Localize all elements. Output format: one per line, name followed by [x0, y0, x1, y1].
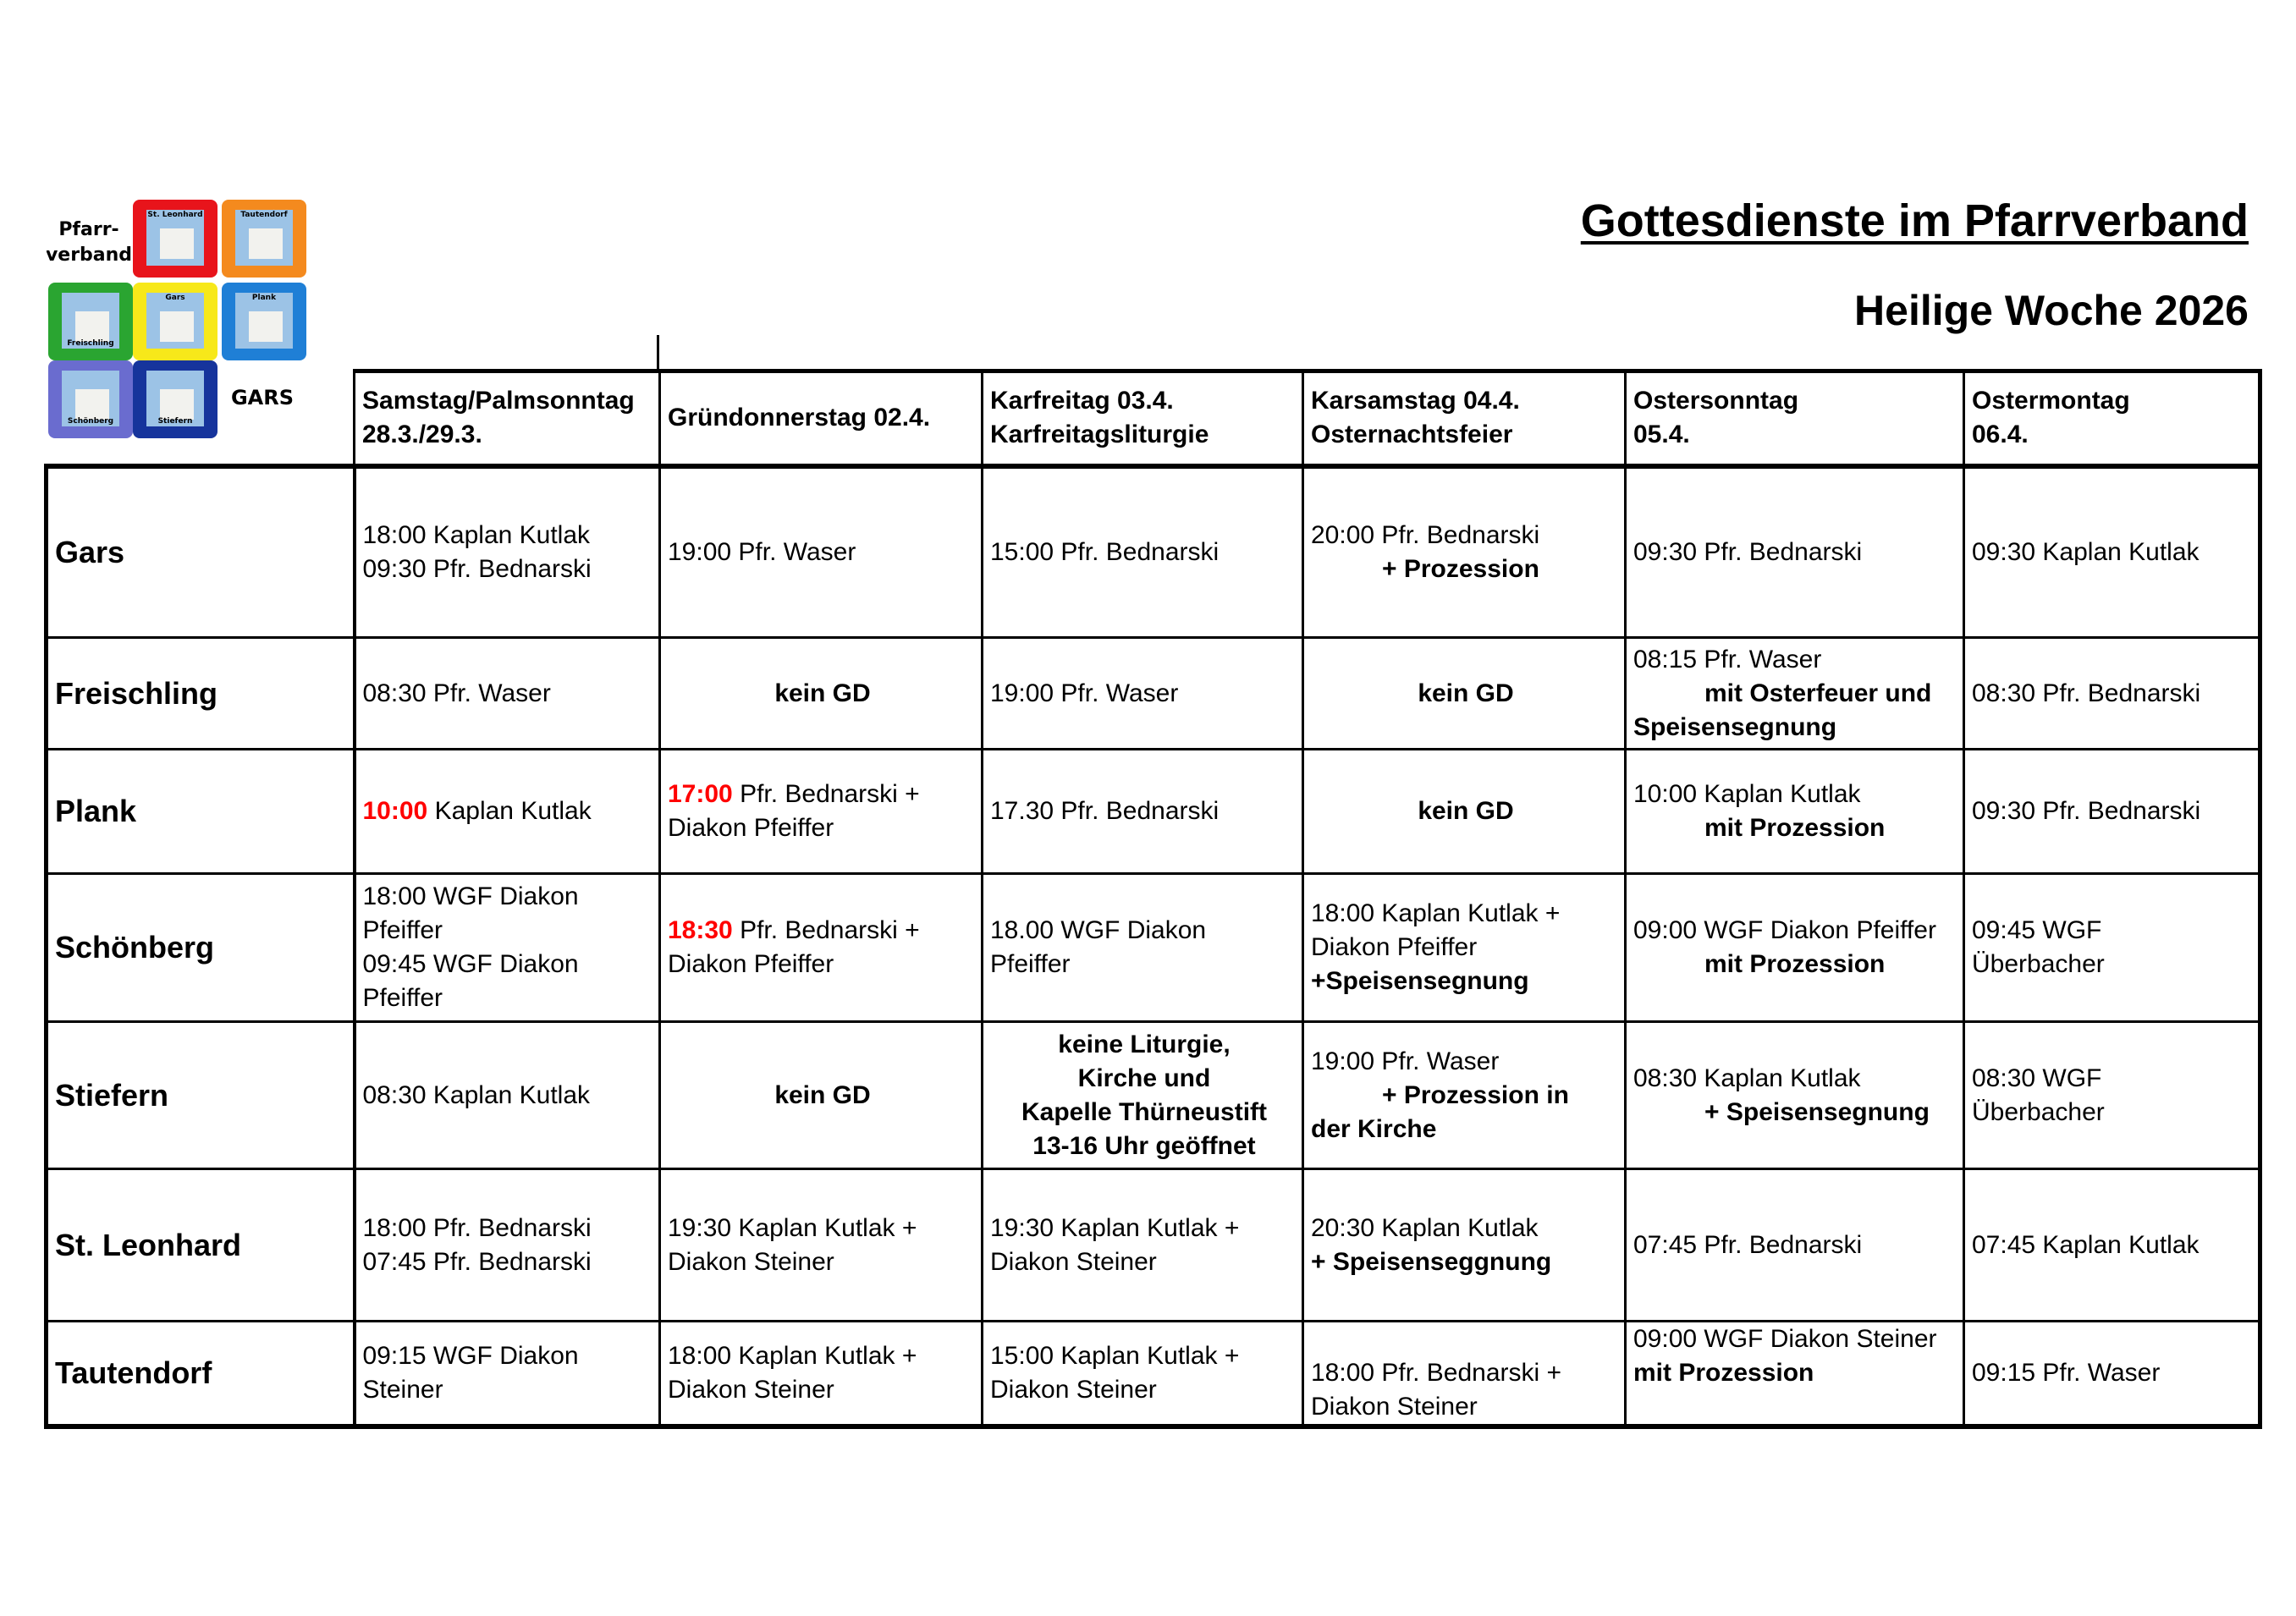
- schedule-line: [363, 552, 656, 586]
- schedule-line: [668, 536, 977, 569]
- schedule-text: +Speisensegnung: [1311, 967, 1529, 995]
- schedule-line: [363, 981, 656, 1015]
- schedule-line: [1633, 1228, 1959, 1262]
- schedule-cell: [983, 750, 1303, 874]
- schedule-text: kein GD: [1418, 679, 1514, 707]
- schedule-cell: [1964, 466, 2260, 638]
- schedule-cell: [1626, 638, 1964, 750]
- schedule-cell: [983, 1322, 1303, 1426]
- schedule-text: 15:00 Kaplan Kutlak +: [990, 1341, 1240, 1370]
- table-row: [47, 466, 2260, 638]
- schedule-text: 18:00 Kaplan Kutlak +: [668, 1341, 917, 1370]
- schedule-text: + Prozession in: [1382, 1080, 1569, 1109]
- schedule-text: + Speisenseggnung: [1311, 1247, 1552, 1276]
- schedule-line: [1311, 552, 1621, 586]
- logo-heading: verband: [47, 245, 133, 266]
- schedule-line: [990, 1062, 1298, 1096]
- schedule-cell: [1303, 1169, 1626, 1322]
- schedule-cell: [660, 1322, 983, 1426]
- schedule-cell: [1964, 638, 2260, 750]
- schedule-text: Diakon Steiner: [990, 1247, 1157, 1276]
- schedule-cell: [1303, 1022, 1626, 1169]
- column-header-line: Karfreitagsliturgie: [990, 420, 1209, 449]
- schedule-cell: [1303, 466, 1626, 638]
- schedule-text: 18:00 Pfr. Bednarski +: [1311, 1358, 1562, 1387]
- schedule-text: 19:30 Kaplan Kutlak +: [990, 1213, 1240, 1242]
- schedule-text: 09:30 Pfr. Bednarski: [1972, 797, 2201, 825]
- schedule-line: [1972, 1356, 2255, 1390]
- schedule-text: 07:45 Kaplan Kutlak: [1972, 1230, 2200, 1259]
- schedule-line: [1633, 948, 1959, 981]
- schedule-text: Diakon Steiner: [1311, 1392, 1478, 1421]
- logo-piece: [222, 283, 306, 360]
- schedule-line: [363, 1339, 656, 1373]
- schedule-line: [990, 914, 1298, 948]
- schedule-cell: [1626, 1022, 1964, 1169]
- schedule-cell: [660, 874, 983, 1022]
- schedule-text: 09:30 Kaplan Kutlak: [1972, 537, 2200, 566]
- schedule-text: mit Osterfeuer und: [1704, 679, 1932, 707]
- schedule-cell: [1626, 1169, 1964, 1322]
- schedule-text: 17.30 Pfr. Bednarski: [990, 797, 1220, 825]
- schedule-cell: [660, 750, 983, 874]
- schedule-line: [1311, 1245, 1621, 1279]
- schedule-cell: [983, 1022, 1303, 1169]
- schedule-line: [363, 1212, 656, 1245]
- schedule-line: [363, 914, 656, 948]
- schedule-text: Pfeiffer: [362, 984, 443, 1012]
- schedule-line: [363, 1373, 656, 1407]
- schedule-text: 07:45 Pfr. Bednarski: [362, 1247, 592, 1276]
- schedule-text: kein GD: [774, 679, 871, 707]
- schedule-line: [1972, 1228, 2255, 1262]
- schedule-text: 09:30 Pfr. Bednarski: [362, 554, 592, 583]
- schedule-text: 20:00 Pfr. Bednarski: [1311, 520, 1540, 549]
- schedule-line: [1972, 536, 2255, 569]
- schedule-text: 18:00 Pfr. Bednarski: [362, 1213, 592, 1242]
- column-header: [983, 371, 1303, 466]
- schedule-cell: [355, 874, 660, 1022]
- column-header: [1964, 371, 2260, 466]
- column-header-line: Karsamstag 04.4.: [1311, 387, 1520, 415]
- empty-corner-cell: [47, 371, 355, 466]
- column-header-line: Samstag/Palmsonntag: [362, 387, 635, 415]
- schedule-text: Diakon Pfeiffer: [1311, 933, 1478, 961]
- schedule-line: [363, 519, 656, 552]
- schedule-line: [1972, 1062, 2255, 1096]
- schedule-text: 08:15 Pfr. Waser: [1633, 645, 1822, 673]
- parish-name: St. Leonhard: [47, 1169, 355, 1322]
- schedule-text: Pfeiffer: [990, 950, 1071, 978]
- table-row: [47, 1169, 2260, 1322]
- schedule-line: [1633, 1356, 1959, 1390]
- schedule-line: [668, 778, 977, 811]
- schedule-cell: [1626, 750, 1964, 874]
- schedule-line: [1972, 914, 2255, 948]
- column-header-line: Ostersonntag: [1633, 387, 1799, 415]
- schedule-line: [1311, 897, 1621, 931]
- column-header-line: 28.3./29.3.: [362, 420, 482, 449]
- schedule-text: 18.00 WGF Diakon: [990, 916, 1207, 944]
- logo-piece-label: St. Leonhard: [147, 211, 203, 219]
- column-header-line: 05.4.: [1633, 420, 1690, 449]
- parish-name: Gars: [47, 466, 355, 638]
- schedule-cell: [1964, 1022, 2260, 1169]
- schedule-text: Pfr. Bednarski +: [732, 780, 920, 808]
- schedule-line: [1633, 1062, 1959, 1096]
- schedule-text: 13-16 Uhr geöffnet: [1032, 1131, 1256, 1160]
- table-row: [47, 1022, 2260, 1169]
- parish-name: Schönberg: [47, 874, 355, 1022]
- schedule-line: [1311, 1356, 1621, 1390]
- schedule-line: [1633, 811, 1959, 845]
- schedule-line: [990, 948, 1298, 981]
- table-row: [47, 638, 2260, 750]
- logo-piece: [133, 283, 217, 360]
- column-header-line: 06.4.: [1972, 420, 2029, 449]
- schedule-line: [1311, 1045, 1621, 1079]
- schedule-line: [990, 1373, 1298, 1407]
- schedule-line: [1633, 711, 1959, 745]
- schedule-line: [1633, 1096, 1959, 1130]
- logo-piece-label: Gars: [165, 294, 185, 302]
- schedule-text: + Prozession: [1382, 554, 1539, 583]
- schedule-cell: [660, 1169, 983, 1322]
- schedule-cell: [355, 466, 660, 638]
- schedule-line: [668, 677, 977, 711]
- service-schedule-table: [44, 369, 2262, 1429]
- schedule-line: [668, 1212, 977, 1245]
- schedule-text: 09:45 WGF: [1972, 916, 2102, 944]
- logo-piece: [133, 200, 217, 278]
- highlighted-time: 17:00: [668, 780, 733, 808]
- schedule-line: [1633, 778, 1959, 811]
- schedule-cell: [1964, 1169, 2260, 1322]
- schedule-text: 09:15 WGF Diakon: [362, 1341, 579, 1370]
- schedule-text: 18:00 Kaplan Kutlak: [362, 520, 591, 549]
- schedule-text: Kirche und: [1077, 1064, 1211, 1092]
- schedule-cell: [1303, 1322, 1626, 1426]
- schedule-line: [990, 536, 1298, 569]
- parish-name: Tautendorf: [47, 1322, 355, 1426]
- schedule-cell: [1626, 874, 1964, 1022]
- schedule-text: Diakon Steiner: [990, 1375, 1157, 1404]
- schedule-text: Diakon Steiner: [668, 1375, 834, 1404]
- schedule-line: [990, 1096, 1298, 1130]
- column-header: [660, 371, 983, 466]
- schedule-text: der Kirche: [1311, 1114, 1437, 1143]
- schedule-text: 07:45 Pfr. Bednarski: [1633, 1230, 1863, 1259]
- schedule-text: kein GD: [1418, 797, 1514, 825]
- table-row: [47, 1322, 2260, 1426]
- parish-name: Stiefern: [47, 1022, 355, 1169]
- logo-piece-label: Plank: [251, 294, 277, 302]
- schedule-line: [1972, 677, 2255, 711]
- schedule-text: Steiner: [362, 1375, 443, 1404]
- column-header-line: Karfreitag 03.4.: [990, 387, 1174, 415]
- schedule-cell: [660, 466, 983, 638]
- table-row: [47, 874, 2260, 1022]
- schedule-text: mit Prozession: [1704, 814, 1886, 842]
- schedule-text: 18:00 WGF Diakon: [362, 882, 579, 910]
- schedule-line: [363, 794, 656, 828]
- schedule-text: kein GD: [774, 1080, 871, 1109]
- schedule-line: [1311, 1212, 1621, 1245]
- logo-town: GARS: [230, 386, 295, 409]
- column-header-line: Gründonnerstag 02.4.: [668, 404, 931, 432]
- schedule-line: [668, 1079, 977, 1113]
- schedule-cell: [1303, 638, 1626, 750]
- schedule-text: 19:00 Pfr. Waser: [990, 679, 1179, 707]
- schedule-text: 18:00 Kaplan Kutlak +: [1311, 899, 1561, 927]
- schedule-line: [1633, 1322, 1959, 1356]
- schedule-line: [1311, 519, 1621, 552]
- schedule-line: [1311, 1390, 1621, 1424]
- schedule-text: 08:30 WGF: [1972, 1064, 2102, 1092]
- schedule-text: 09:00 WGF Diakon Pfeiffer: [1633, 916, 1936, 944]
- schedule-cell: [355, 750, 660, 874]
- schedule-line: [1311, 677, 1621, 711]
- schedule-line: [990, 794, 1298, 828]
- schedule-line: [1311, 965, 1621, 998]
- schedule-cell: [1626, 1322, 1964, 1426]
- schedule-text: 08:30 Kaplan Kutlak: [1633, 1064, 1861, 1092]
- schedule-line: [668, 1373, 977, 1407]
- schedule-cell: [1303, 874, 1626, 1022]
- schedule-text: Diakon Pfeiffer: [668, 950, 834, 978]
- schedule-text: 19:00 Pfr. Waser: [1311, 1047, 1500, 1075]
- schedule-line: [668, 811, 977, 845]
- schedule-line: [363, 948, 656, 981]
- column-header-line: Ostermontag: [1972, 387, 2130, 415]
- schedule-text: 08:30 Pfr. Waser: [362, 679, 551, 707]
- parish-name: Plank: [47, 750, 355, 874]
- logo-heading: Pfarr-: [58, 219, 119, 240]
- table-row: [47, 750, 2260, 874]
- schedule-line: [990, 1028, 1298, 1062]
- schedule-line: [990, 1130, 1298, 1163]
- schedule-text: keine Liturgie,: [1058, 1030, 1231, 1058]
- schedule-line: [1972, 794, 2255, 828]
- schedule-text: 20:30 Kaplan Kutlak: [1311, 1213, 1539, 1242]
- parish-name: Freischling: [47, 638, 355, 750]
- logo-piece-label: Freischling: [67, 339, 114, 348]
- schedule-text: 08:30 Pfr. Bednarski: [1972, 679, 2201, 707]
- schedule-text: Speisensegnung: [1633, 712, 1837, 741]
- schedule-cell: [355, 638, 660, 750]
- schedule-text: Pfr. Bednarski +: [732, 916, 920, 944]
- schedule-text: Diakon Pfeiffer: [668, 814, 834, 842]
- highlighted-time: 18:30: [668, 916, 733, 944]
- schedule-text: 08:30 Kaplan Kutlak: [362, 1080, 591, 1109]
- schedule-cell: [1964, 1322, 2260, 1426]
- schedule-line: [990, 677, 1298, 711]
- schedule-line: [363, 1079, 656, 1113]
- schedule-cell: [1626, 466, 1964, 638]
- schedule-cell: [355, 1169, 660, 1322]
- schedule-line: [1311, 1113, 1621, 1146]
- schedule-text: 19:30 Kaplan Kutlak +: [668, 1213, 917, 1242]
- schedule-cell: [355, 1022, 660, 1169]
- logo-piece: [48, 283, 133, 360]
- schedule-cell: [660, 638, 983, 750]
- schedule-line: [990, 1212, 1298, 1245]
- page-title: Gottesdienste im Pfarrverband: [1580, 195, 2249, 246]
- schedule-text: Überbacher: [1972, 950, 2105, 978]
- schedule-text: Kapelle Thürneustift: [1021, 1097, 1268, 1126]
- column-header-line: Osternachtsfeier: [1311, 420, 1513, 449]
- schedule-text: + Speisensegnung: [1704, 1097, 1930, 1126]
- schedule-cell: [1964, 874, 2260, 1022]
- schedule-line: [668, 1339, 977, 1373]
- schedule-text: 19:00 Pfr. Waser: [668, 537, 856, 566]
- schedule-line: [1633, 914, 1959, 948]
- schedule-line: [1633, 536, 1959, 569]
- schedule-text: 09:30 Pfr. Bednarski: [1633, 537, 1863, 566]
- schedule-line: [1633, 677, 1959, 711]
- header-row: [47, 371, 2260, 466]
- schedule-text: 09:00 WGF Diakon Steiner: [1633, 1325, 1937, 1353]
- schedule-line: [990, 1339, 1298, 1373]
- schedule-cell: [1964, 750, 2260, 874]
- column-header: [1303, 371, 1626, 466]
- schedule-text: Überbacher: [1972, 1097, 2105, 1126]
- page-subtitle: Heilige Woche 2026: [1854, 287, 2249, 334]
- schedule-line: [363, 677, 656, 711]
- schedule-line: [363, 880, 656, 914]
- schedule-cell: [983, 466, 1303, 638]
- schedule-line: [668, 914, 977, 948]
- schedule-text: mit Prozession: [1633, 1359, 1814, 1387]
- schedule-line: [668, 948, 977, 981]
- schedule-line: [668, 1245, 977, 1279]
- logo-piece: [222, 200, 306, 278]
- schedule-line: [1633, 643, 1959, 677]
- schedule-line: [990, 1245, 1298, 1279]
- schedule-text: 15:00 Pfr. Bednarski: [990, 537, 1220, 566]
- schedule-cell: [983, 638, 1303, 750]
- schedule-line: [1311, 931, 1621, 965]
- schedule-cell: [1303, 750, 1626, 874]
- logo-piece-label: Schönberg: [67, 417, 114, 426]
- schedule-text: 09:15 Pfr. Waser: [1972, 1358, 2161, 1387]
- schedule-line: [363, 1245, 656, 1279]
- schedule-cell: [660, 1022, 983, 1169]
- column-header: [355, 371, 660, 466]
- column-header: [1626, 371, 1964, 466]
- schedule-cell: [983, 874, 1303, 1022]
- schedule-text: 10:00 Kaplan Kutlak: [1633, 780, 1861, 808]
- schedule-text: Kaplan Kutlak: [427, 797, 592, 825]
- logo-piece-label: Stiefern: [157, 417, 193, 426]
- schedule-line: [1972, 948, 2255, 981]
- schedule-text: Diakon Steiner: [668, 1247, 834, 1276]
- schedule-cell: [983, 1169, 1303, 1322]
- schedule-line: [1972, 1096, 2255, 1130]
- schedule-text: Pfeiffer: [362, 916, 443, 944]
- schedule-cell: [355, 1322, 660, 1426]
- logo-piece-label: Tautendorf: [240, 211, 288, 219]
- schedule-line: [1311, 794, 1621, 828]
- highlighted-time: 10:00: [362, 797, 428, 825]
- divider-line: [657, 335, 659, 371]
- schedule-line: [1311, 1079, 1621, 1113]
- schedule-text: 09:45 WGF Diakon: [362, 950, 579, 978]
- schedule-text: mit Prozession: [1704, 950, 1886, 978]
